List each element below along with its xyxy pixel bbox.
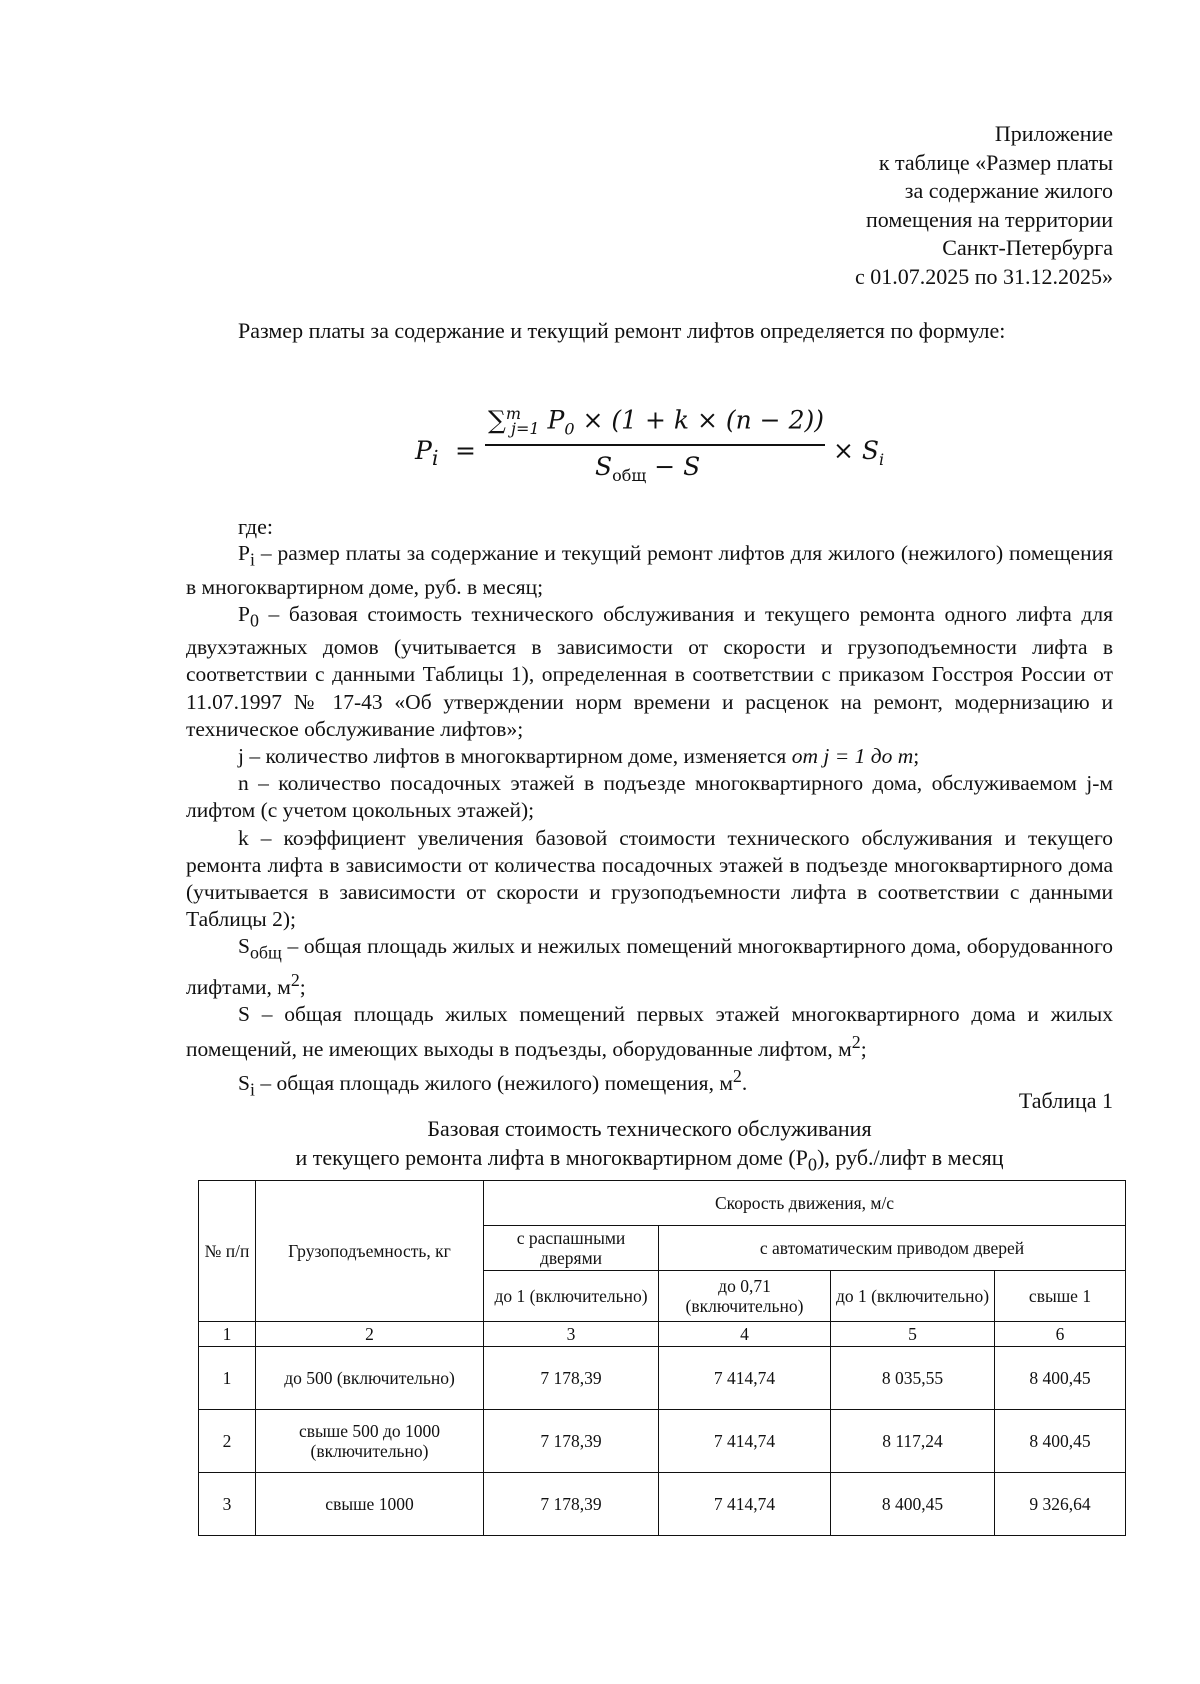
header-speed: Скорость движения, м/с: [484, 1181, 1126, 1226]
definition-sobsh: $S_{общ}$ – общая площадь жилых и нежилых помещений многоквартирного дома, оборудованного лифтами, $м^2$;: [186, 934, 1113, 1000]
header-col5: до 1 (включительно): [831, 1271, 995, 1322]
appendix-line: к таблице «Размер платы: [878, 149, 1113, 175]
row-capacity: свыше 1000: [256, 1473, 484, 1536]
row-capacity: до 500 (включительно): [256, 1347, 484, 1410]
row-price: 7 178,39: [484, 1347, 659, 1410]
appendix-line: помещения на территории: [866, 206, 1113, 232]
header-capacity: Грузоподъемность, кг: [256, 1181, 484, 1322]
appendix-line: с 01.07.2025 по 31.12.2025»: [854, 263, 1113, 289]
column-number: 5: [831, 1322, 995, 1347]
appendix-header: [593, 120, 1113, 291]
intro-text: Размер платы за содержание и текущий ремонт лифтов определяется по формуле:: [238, 318, 1006, 343]
row-price: 8 400,45: [995, 1347, 1126, 1410]
formula: [405, 398, 925, 498]
column-number: 3: [484, 1322, 659, 1347]
formula-denominator: $S_{общ} - S$: [595, 452, 701, 485]
row-price: 7 414,74: [659, 1347, 831, 1410]
appendix-line: Приложение: [994, 121, 1113, 146]
table-label: Таблица 1: [1018, 1088, 1113, 1113]
definition-p0: $P_0$ – базовая стоимость технического обслуживания и текущего ремонта одного лифта для двухэтажных домов (учитывается в зависимости от скорости и грузоподъемности лифта в соответствии с данными Таблицы 1), определенная в соответствии с приказом Госстроя России от 11.07.1997 № 17-43 «Об утверждении норм времени и расценок на ремонт, модернизацию и техническое обслуживание лифтов»;: [186, 601, 1113, 741]
row-price: 8 400,45: [995, 1410, 1126, 1473]
table-title: [186, 1114, 1113, 1179]
table-title-line1: Базовая стоимость технического обслуживания: [427, 1116, 872, 1141]
definition-pi: $P_i$ – размер платы за содержание и текущий ремонт лифтов для жилого (нежилого) помещения в многоквартирном доме, руб. в месяц;: [186, 541, 1113, 599]
header-col3: до 1 (включительно): [484, 1271, 659, 1322]
row-price: 8 035,55: [831, 1347, 995, 1410]
column-number: 2: [256, 1322, 484, 1347]
row-price: 7 414,74: [659, 1410, 831, 1473]
table-header-row: [199, 1181, 1126, 1226]
fraction-bar: [485, 444, 825, 446]
formula-equals: =: [455, 436, 476, 465]
row-price: 9 326,64: [995, 1473, 1126, 1536]
table-row: [199, 1410, 1126, 1473]
definitions: [186, 540, 1113, 1104]
header-num: № п/п: [199, 1181, 256, 1322]
definition-n: n – количество посадочных этажей в подъезде многоквартирного дома, обслуживаемом j-м лифтом (с учетом цокольных этажей);: [186, 771, 1113, 823]
row-price: 8 400,45: [831, 1473, 995, 1536]
appendix-line: Санкт-Петербурга: [942, 235, 1113, 260]
row-price: 7 178,39: [484, 1410, 659, 1473]
row-price: 7 178,39: [484, 1473, 659, 1536]
row-price: 7 414,74: [659, 1473, 831, 1536]
formula-numerator: ∑$^m_{j=1}$ $P_0 \times (1 + k \times (n - 2))$: [488, 404, 824, 439]
definition-k: k – коэффициент увеличения базовой стоимости технического обслуживания и текущего ремонта лифта в зависимости от количества посадочных этажей в подъезде многоквартирного дома (учитывается в зависимости от скорости и грузоподъемности лифта в соответствии с данными Таблицы 2);: [186, 825, 1113, 932]
table-row: [199, 1347, 1126, 1410]
row-capacity: свыше 500 до 1000 (включительно): [256, 1410, 484, 1473]
header-col6: свыше 1: [995, 1271, 1126, 1322]
price-table: [198, 1180, 1126, 1536]
row-num: 3: [199, 1473, 256, 1536]
definition-s: S – общая площадь жилых помещений первых этажей многоквартирного дома и жилых помещений, не имеющих выходы в подъезды, оборудованные лифтом, $м^2$;: [186, 1002, 1113, 1061]
where-label: где:: [238, 514, 273, 539]
row-num: 1: [199, 1347, 256, 1410]
row-price: 8 117,24: [831, 1410, 995, 1473]
table-title-line2: и текущего ремонта лифта в многоквартирном доме $(P_0)$, руб./лифт в месяц: [295, 1145, 1004, 1175]
formula-lhs: $P_i$: [415, 436, 439, 470]
header-col4: до 0,71 (включительно): [659, 1271, 831, 1322]
appendix-line: за содержание жилого: [904, 178, 1113, 203]
row-num: 2: [199, 1410, 256, 1473]
definition-si: $S_i$ – общая площадь жилого (нежилого) помещения, $м^2$.: [238, 1065, 748, 1100]
column-number: 1: [199, 1322, 256, 1347]
definition-j: j – количество лифтов в многоквартирном доме, изменяется от j = 1 до m;: [238, 744, 920, 769]
header-auto-doors: с автоматическим приводом дверей: [659, 1226, 1126, 1271]
column-number: 4: [659, 1322, 831, 1347]
formula-multiplier: × $S_i$: [833, 436, 885, 469]
column-number-row: [199, 1322, 1126, 1347]
header-swing-doors: с распашными дверями: [484, 1226, 659, 1271]
table-row: [199, 1473, 1126, 1536]
column-number: 6: [995, 1322, 1126, 1347]
